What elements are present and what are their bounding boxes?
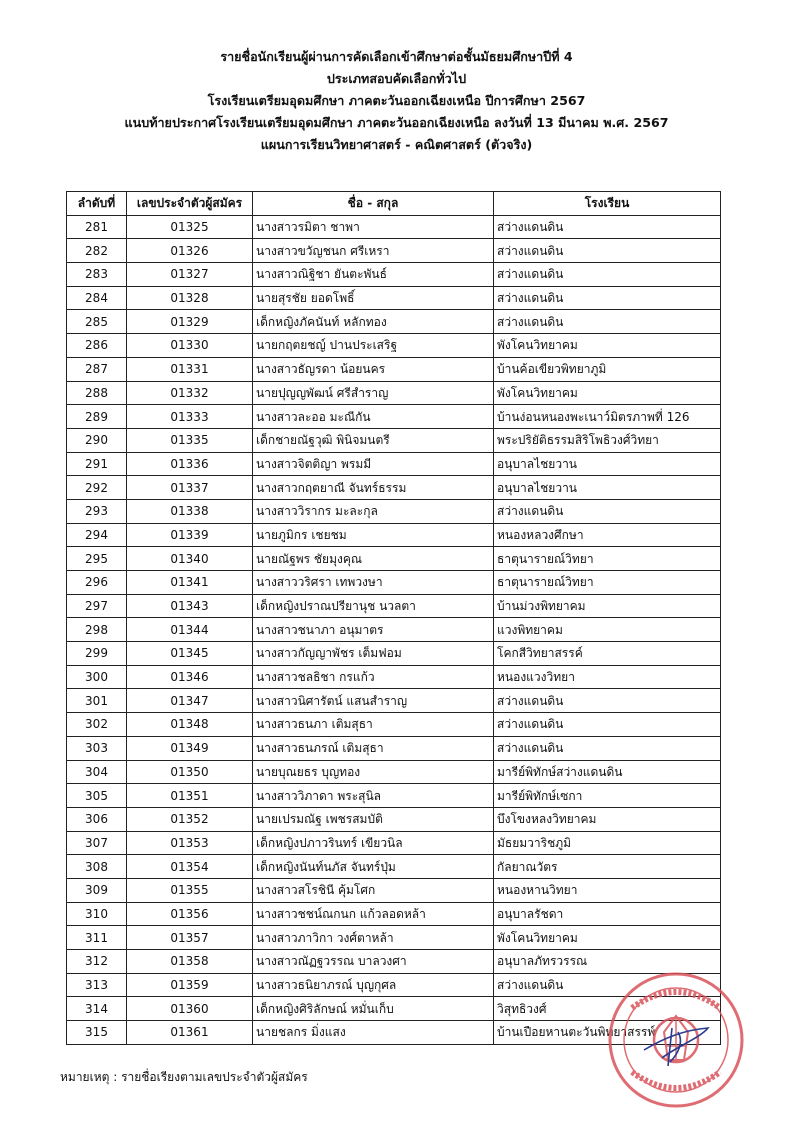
column-header-school: โรงเรียน [494,192,721,216]
row-student-name: นายณัฐพร ชัยมุงคุณ [253,547,494,571]
row-applicant-id: 01335 [127,428,253,452]
row-school: อนุบาลไชยวาน [494,476,721,500]
row-applicant-id: 01330 [127,334,253,358]
row-school: สว่างแดนดิน [494,215,721,239]
row-applicant-id: 01340 [127,547,253,571]
row-student-name: นางสาวธนภา เติมสุธา [253,713,494,737]
row-student-name: นางสาวธนิยาภรณ์ บุญกุศล [253,973,494,997]
row-applicant-id: 01353 [127,831,253,855]
table-row [67,665,721,689]
row-school: สว่างแดนดิน [494,310,721,334]
school-seal-icon [604,968,748,1112]
row-school: ธาตุนารายณ์วิทยา [494,571,721,595]
row-applicant-id: 01348 [127,713,253,737]
table-row [67,215,721,239]
row-student-name: นางสาวละออ มะณีกัน [253,405,494,429]
row-school: บ้านเปือยหานตะวันพิทยาสรรพ์ [494,1021,721,1045]
row-index: 307 [67,831,127,855]
row-index: 299 [67,642,127,666]
table-row [67,689,721,713]
row-school: พังโคนวิทยาคม [494,334,721,358]
row-index: 315 [67,1021,127,1045]
row-index: 300 [67,665,127,689]
row-student-name: นายสุรชัย ยอดโพธิ์ [253,286,494,310]
row-school: อนุบาลไชยวาน [494,452,721,476]
table-row [67,286,721,310]
row-student-name: นางสาวขวัญชนก ศรีเหรา [253,239,494,263]
footnote: หมายเหตุ : รายชื่อเรียงตามเลขประจำตัวผู้สมัคร [60,1070,308,1084]
seal-graphic [604,968,748,1112]
row-index: 310 [67,902,127,926]
table-row [67,878,721,902]
row-student-name: นางสาวรมิตา ชาพา [253,215,494,239]
row-applicant-id: 01361 [127,1021,253,1045]
row-school: มารีย์พิทักษ์สว่างแดนดิน [494,760,721,784]
row-school: หนองแวงวิทยา [494,665,721,689]
row-index: 314 [67,997,127,1021]
row-applicant-id: 01355 [127,878,253,902]
table-body [67,215,721,1044]
row-school: สว่างแดนดิน [494,263,721,287]
row-student-name: นางสาวชนาภา อนุมาตร [253,618,494,642]
row-student-name: นายชลกร มิ่งแสง [253,1021,494,1045]
row-applicant-id: 01331 [127,357,253,381]
row-student-name: นายปุญญพัฒน์ ศรีสำราญ [253,381,494,405]
table-row [67,831,721,855]
row-applicant-id: 01359 [127,973,253,997]
row-applicant-id: 01357 [127,926,253,950]
row-school: สว่างแดนดิน [494,499,721,523]
row-student-name: นางสาวสโรชินี คุ้มโศก [253,878,494,902]
row-index: 282 [67,239,127,263]
table-row [67,357,721,381]
row-student-name: นางสาวภาวิกา วงศ์ตาหล้า [253,926,494,950]
row-applicant-id: 01354 [127,855,253,879]
row-school: วิสุทธิวงศ์ [494,997,721,1021]
row-applicant-id: 01343 [127,594,253,618]
row-school: บึงโขงหลงวิทยาคม [494,807,721,831]
row-school: แวงพิทยาคม [494,618,721,642]
row-school: พังโคนวิทยาคม [494,381,721,405]
row-index: 281 [67,215,127,239]
table-row [67,618,721,642]
row-index: 283 [67,263,127,287]
row-applicant-id: 01345 [127,642,253,666]
row-applicant-id: 01327 [127,263,253,287]
table-row [67,713,721,737]
row-applicant-id: 01328 [127,286,253,310]
row-student-name: นางสาวธัญรดา น้อยนคร [253,357,494,381]
row-applicant-id: 01347 [127,689,253,713]
header-announcement-ref: แนบท้ายประกาศโรงเรียนเตรียมอุดมศึกษา ภาคตะวันออกเฉียงเหนือ ลงวันที่ 13 มีนาคม พ.ศ. 2567 [124,115,669,130]
row-school: หนองหลวงศึกษา [494,523,721,547]
row-applicant-id: 01350 [127,760,253,784]
table-row [67,642,721,666]
row-student-name: นางสาวณิฐิชา ยันตะพันธ์ [253,263,494,287]
row-applicant-id: 01356 [127,902,253,926]
row-school: ธาตุนารายณ์วิทยา [494,547,721,571]
row-applicant-id: 01351 [127,784,253,808]
row-school: สว่างแดนดิน [494,239,721,263]
row-applicant-id: 01360 [127,997,253,1021]
table-row [67,547,721,571]
row-student-name: นายเปรมณัฐ เพชรสมบัติ [253,807,494,831]
row-applicant-id: 01339 [127,523,253,547]
table-row [67,807,721,831]
row-applicant-id: 01329 [127,310,253,334]
row-student-name: นางสาวชลธิชา กรแก้ว [253,665,494,689]
row-student-name: นางสาววริศรา เทพวงษา [253,571,494,595]
row-index: 289 [67,405,127,429]
row-student-name: นางสาวจิตติญา พรมมี [253,452,494,476]
column-header-name: ชื่อ - สกุล [253,192,494,216]
row-index: 311 [67,926,127,950]
row-student-name: นางสาวนิศารัตน์ แสนสำราญ [253,689,494,713]
row-school: สว่างแดนดิน [494,286,721,310]
document-header [0,46,793,156]
row-student-name: นายภูมิกร เชยชม [253,523,494,547]
row-index: 291 [67,452,127,476]
row-student-name: เด็กหญิงปราณปรียานุช นวลตา [253,594,494,618]
row-student-name: เด็กหญิงภัคนันท์ หลักทอง [253,310,494,334]
row-student-name: นางสาวณัฏฐวรรณ บาลวงศา [253,950,494,974]
row-school: อนุบาลภัทรวรรณ [494,950,721,974]
row-index: 308 [67,855,127,879]
table-row [67,784,721,808]
table-row [67,926,721,950]
table-row [67,499,721,523]
row-school: สว่างแดนดิน [494,736,721,760]
header-title: รายชื่อนักเรียนผู้ผ่านการคัดเลือกเข้าศึกษาต่อชั้นมัธยมศึกษาปีที่ 4 [220,49,573,64]
row-student-name: นายบุณยธร บุญทอง [253,760,494,784]
row-applicant-id: 01333 [127,405,253,429]
header-school-year: โรงเรียนเตรียมอุดมศึกษา ภาคตะวันออกเฉียงเหนือ ปีการศึกษา 2567 [207,93,586,108]
row-applicant-id: 01341 [127,571,253,595]
row-student-name: นางสาววิภาดา พระสุนิล [253,784,494,808]
table-row [67,452,721,476]
row-index: 297 [67,594,127,618]
row-student-name: เด็กหญิงปภาวรินทร์ เขียวนิล [253,831,494,855]
row-applicant-id: 01336 [127,452,253,476]
row-applicant-id: 01344 [127,618,253,642]
row-applicant-id: 01337 [127,476,253,500]
row-index: 285 [67,310,127,334]
column-header-applicant-id: เลขประจำตัวผู้สมัคร [127,192,253,216]
row-applicant-id: 01358 [127,950,253,974]
row-school: มัธยมวาริชภูมิ [494,831,721,855]
row-school: พังโคนวิทยาคม [494,926,721,950]
table-row [67,428,721,452]
row-applicant-id: 01325 [127,215,253,239]
row-applicant-id: 01338 [127,499,253,523]
row-student-name: นางสาวกฤตยาณี จันทร์ธรรม [253,476,494,500]
row-index: 305 [67,784,127,808]
row-index: 286 [67,334,127,358]
row-applicant-id: 01332 [127,381,253,405]
table-row [67,334,721,358]
row-applicant-id: 01326 [127,239,253,263]
row-index: 288 [67,381,127,405]
row-school: บ้านค้อเขียวพิทยาภูมิ [494,357,721,381]
row-school: สว่างแดนดิน [494,973,721,997]
table-row [67,571,721,595]
row-student-name: นายกฤตยชญ์ ปานประเสริฐ [253,334,494,358]
header-program: แผนการเรียนวิทยาศาสตร์ - คณิตศาสตร์ (ตัวจริง) [260,137,533,152]
row-student-name: เด็กหญิงศิริลักษณ์ หมั่นเก็บ [253,997,494,1021]
row-index: 313 [67,973,127,997]
row-index: 293 [67,499,127,523]
row-index: 303 [67,736,127,760]
row-index: 294 [67,523,127,547]
table-row [67,523,721,547]
row-index: 295 [67,547,127,571]
header-exam-type: ประเภทสอบคัดเลือกทั่วไป [326,71,467,86]
student-table [66,191,721,1045]
table-row [67,594,721,618]
row-student-name: เด็กหญิงนันท์นภัส จันทร์ปุ่ม [253,855,494,879]
row-school: บ้านง่อนหนองพะเนาว์มิตรภาพที่ 126 [494,405,721,429]
row-student-name: นางสาวธนภรณ์ เติมสุธา [253,736,494,760]
row-index: 287 [67,357,127,381]
row-index: 301 [67,689,127,713]
row-applicant-id: 01352 [127,807,253,831]
row-student-name: นางสาววิรากร มะละกุล [253,499,494,523]
row-index: 284 [67,286,127,310]
row-applicant-id: 01346 [127,665,253,689]
table-row [67,855,721,879]
table-row [67,239,721,263]
table-row [67,405,721,429]
table-row [67,263,721,287]
row-index: 296 [67,571,127,595]
table-row [67,310,721,334]
row-student-name: นางสาวชชน์ณกนก แก้วลอดหล้า [253,902,494,926]
row-applicant-id: 01349 [127,736,253,760]
row-index: 306 [67,807,127,831]
row-school: บ้านม่วงพิทยาคม [494,594,721,618]
row-index: 312 [67,950,127,974]
row-student-name: นางสาวกัญญาพัชร เต็มฟอม [253,642,494,666]
row-school: มารีย์พิทักษ์เซกา [494,784,721,808]
table-row [67,902,721,926]
row-school: กัลยาณวัตร [494,855,721,879]
row-index: 304 [67,760,127,784]
row-school: พระปริยัติธรรมสิริโพธิวงศ์วิทยา [494,428,721,452]
row-school: สว่างแดนดิน [494,689,721,713]
table-row [67,381,721,405]
table-row [67,736,721,760]
row-index: 290 [67,428,127,452]
row-index: 309 [67,878,127,902]
table-row [67,476,721,500]
row-school: สว่างแดนดิน [494,713,721,737]
row-index: 302 [67,713,127,737]
row-school: หนองหานวิทยา [494,878,721,902]
table-header-row [67,192,721,216]
row-school: โคกสีวิทยาสรรค์ [494,642,721,666]
table-row [67,760,721,784]
row-index: 292 [67,476,127,500]
row-school: อนุบาลรัชดา [494,902,721,926]
column-header-index: ลำดับที่ [67,192,127,216]
row-student-name: เด็กชายณัฐวุฒิ พินิจมนตรี [253,428,494,452]
row-index: 298 [67,618,127,642]
